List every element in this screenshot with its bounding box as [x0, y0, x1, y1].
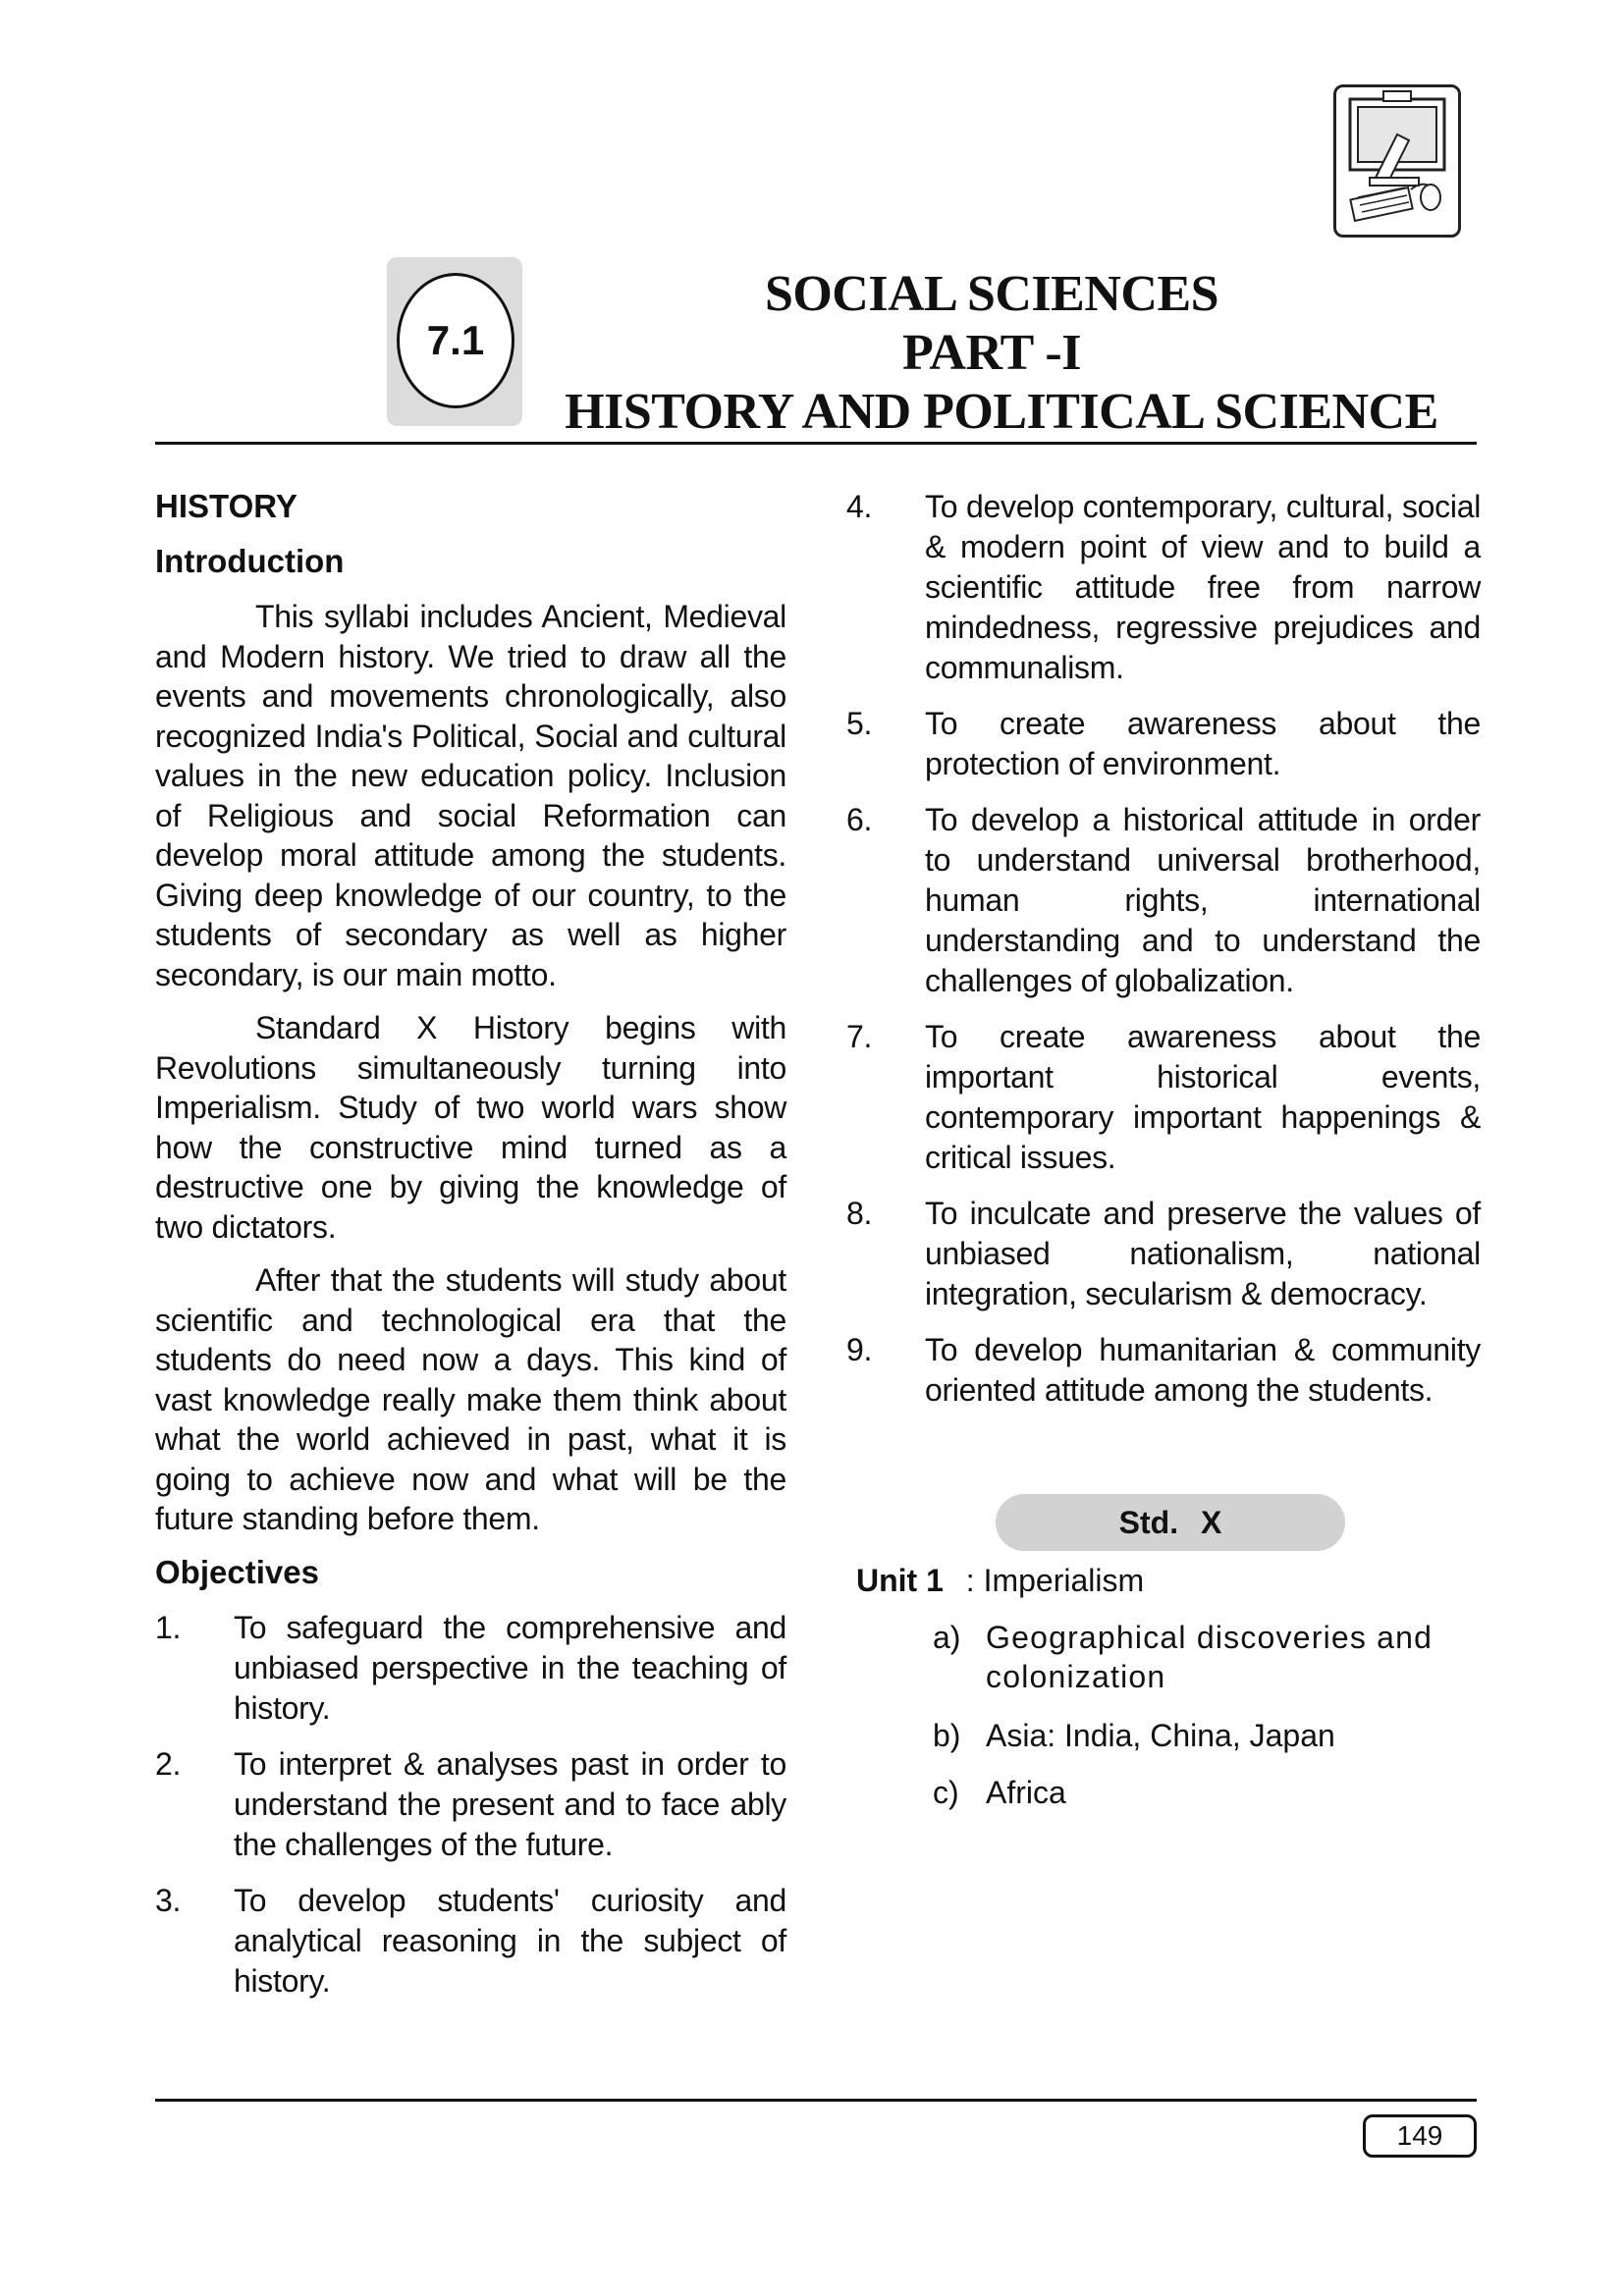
page-title-line-1: SOCIAL SCIENCES: [764, 266, 1219, 322]
objective-text: To interpret & analyses past in order to understand the present and to face ably the challenges of the future.: [234, 1745, 786, 1862]
page-title-line-2: PART -I: [902, 325, 1081, 381]
objective-text: To develop contemporary, cultural, social & modern point of view and to build a scientific attitude free from narrow mindedness, regressive prejudices and communalism.: [925, 489, 1481, 685]
computer-training-icon-graphic: [1336, 87, 1458, 235]
objective-item: [846, 704, 1481, 784]
objectives-heading: Objectives: [155, 1553, 319, 1590]
intro-paragraph-2: Standard X History begins with Revolutions simultaneously turning into Imperialism. Study of two world wars show how the constructive mind turned as a destructive one by giving the knowledge of two dictators.: [155, 1010, 786, 1245]
unit-item-label: c): [933, 1775, 959, 1810]
objective-number: 4.: [846, 489, 873, 524]
objective-text: To develop humanitarian & community oriented attitude among the students.: [925, 1332, 1481, 1408]
intro-paragraph-1: This syllabi includes Ancient, Medieval and Modern history. We tried to draw all the events and movements chronologically, also recognized India's Political, Social and cultural values in the new education policy. Inclusion of Religious and social Reformation can develop moral attitude among the students. Giving deep knowledge of our country, to the students of secondary as well as higher secondary, is our main motto.: [155, 599, 786, 992]
section-heading-history: HISTORY: [155, 488, 298, 524]
standard-label-pill: Std. X: [996, 1494, 1345, 1551]
objective-item: [846, 800, 1481, 1001]
unit-item: [933, 1716, 1483, 1755]
page-number: 149: [1363, 2114, 1477, 2158]
header-divider: [155, 442, 1477, 445]
page-title-line-3: HISTORY AND POLITICAL SCIENCE: [565, 384, 1438, 440]
objective-text: To create awareness about the protection of environment.: [925, 706, 1481, 781]
unit-item-label: a): [933, 1620, 961, 1655]
unit-heading: [856, 1561, 1144, 1600]
unit-item-text: Geographical discoveries and colonization: [986, 1620, 1434, 1694]
objective-number: 3.: [155, 1882, 182, 1918]
objective-number: 2.: [155, 1745, 182, 1782]
objective-item: [155, 1881, 786, 2002]
objective-number: 9.: [846, 1332, 873, 1367]
objective-text: To create awareness about the important historical events, contemporary important happenings & critical issues.: [925, 1019, 1481, 1175]
unit-title: : Imperialism: [965, 1563, 1145, 1598]
chapter-number-badge: 7.1: [397, 273, 514, 408]
intro-paragraph-3: After that the students will study about scientific and technological era that the students do need now a days. This kind of vast knowledge really make them think about what the world achieved in past, what it is going to achieve now and what will be the future standing before them.: [155, 1262, 786, 1536]
objective-text: To develop students' curiosity and analytical reasoning in the subject of history.: [234, 1882, 786, 1999]
footer-divider: [155, 2099, 1477, 2102]
objective-item: [155, 1744, 786, 1865]
objective-number: 5.: [846, 706, 873, 741]
objective-number: 6.: [846, 802, 873, 837]
objective-text: To safeguard the comprehensive and unbiased perspective in the teaching of history.: [234, 1609, 786, 1726]
objective-item: [846, 1017, 1481, 1178]
unit-item-label: b): [933, 1718, 961, 1753]
objective-number: 7.: [846, 1019, 873, 1054]
objective-item: [846, 1194, 1481, 1314]
objective-item: [846, 1330, 1481, 1411]
objective-text: To develop a historical attitude in order to understand universal brotherhood, human rights, international understanding and to understand the challenges of globalization.: [925, 802, 1481, 998]
computer-training-icon: [1333, 84, 1461, 238]
objective-text: To inculcate and preserve the values of unbiased nationalism, national integration, secularism & democracy.: [925, 1196, 1481, 1311]
objectives-list-right: [846, 487, 1481, 1411]
unit-item-text: Asia: India, China, Japan: [986, 1718, 1335, 1753]
unit-item-text: Africa: [986, 1775, 1066, 1810]
unit-item: [933, 1773, 1483, 1812]
introduction-heading: Introduction: [155, 543, 345, 579]
objective-number: 8.: [846, 1196, 873, 1231]
unit-item: [933, 1618, 1483, 1696]
unit-label: Unit 1: [856, 1563, 944, 1598]
objective-item: [155, 1608, 786, 1729]
objectives-list-left: [155, 1608, 786, 2002]
left-column: [155, 487, 786, 2017]
objective-item: [846, 487, 1481, 688]
right-column: [846, 487, 1481, 1426]
objective-number: 1.: [155, 1609, 182, 1645]
